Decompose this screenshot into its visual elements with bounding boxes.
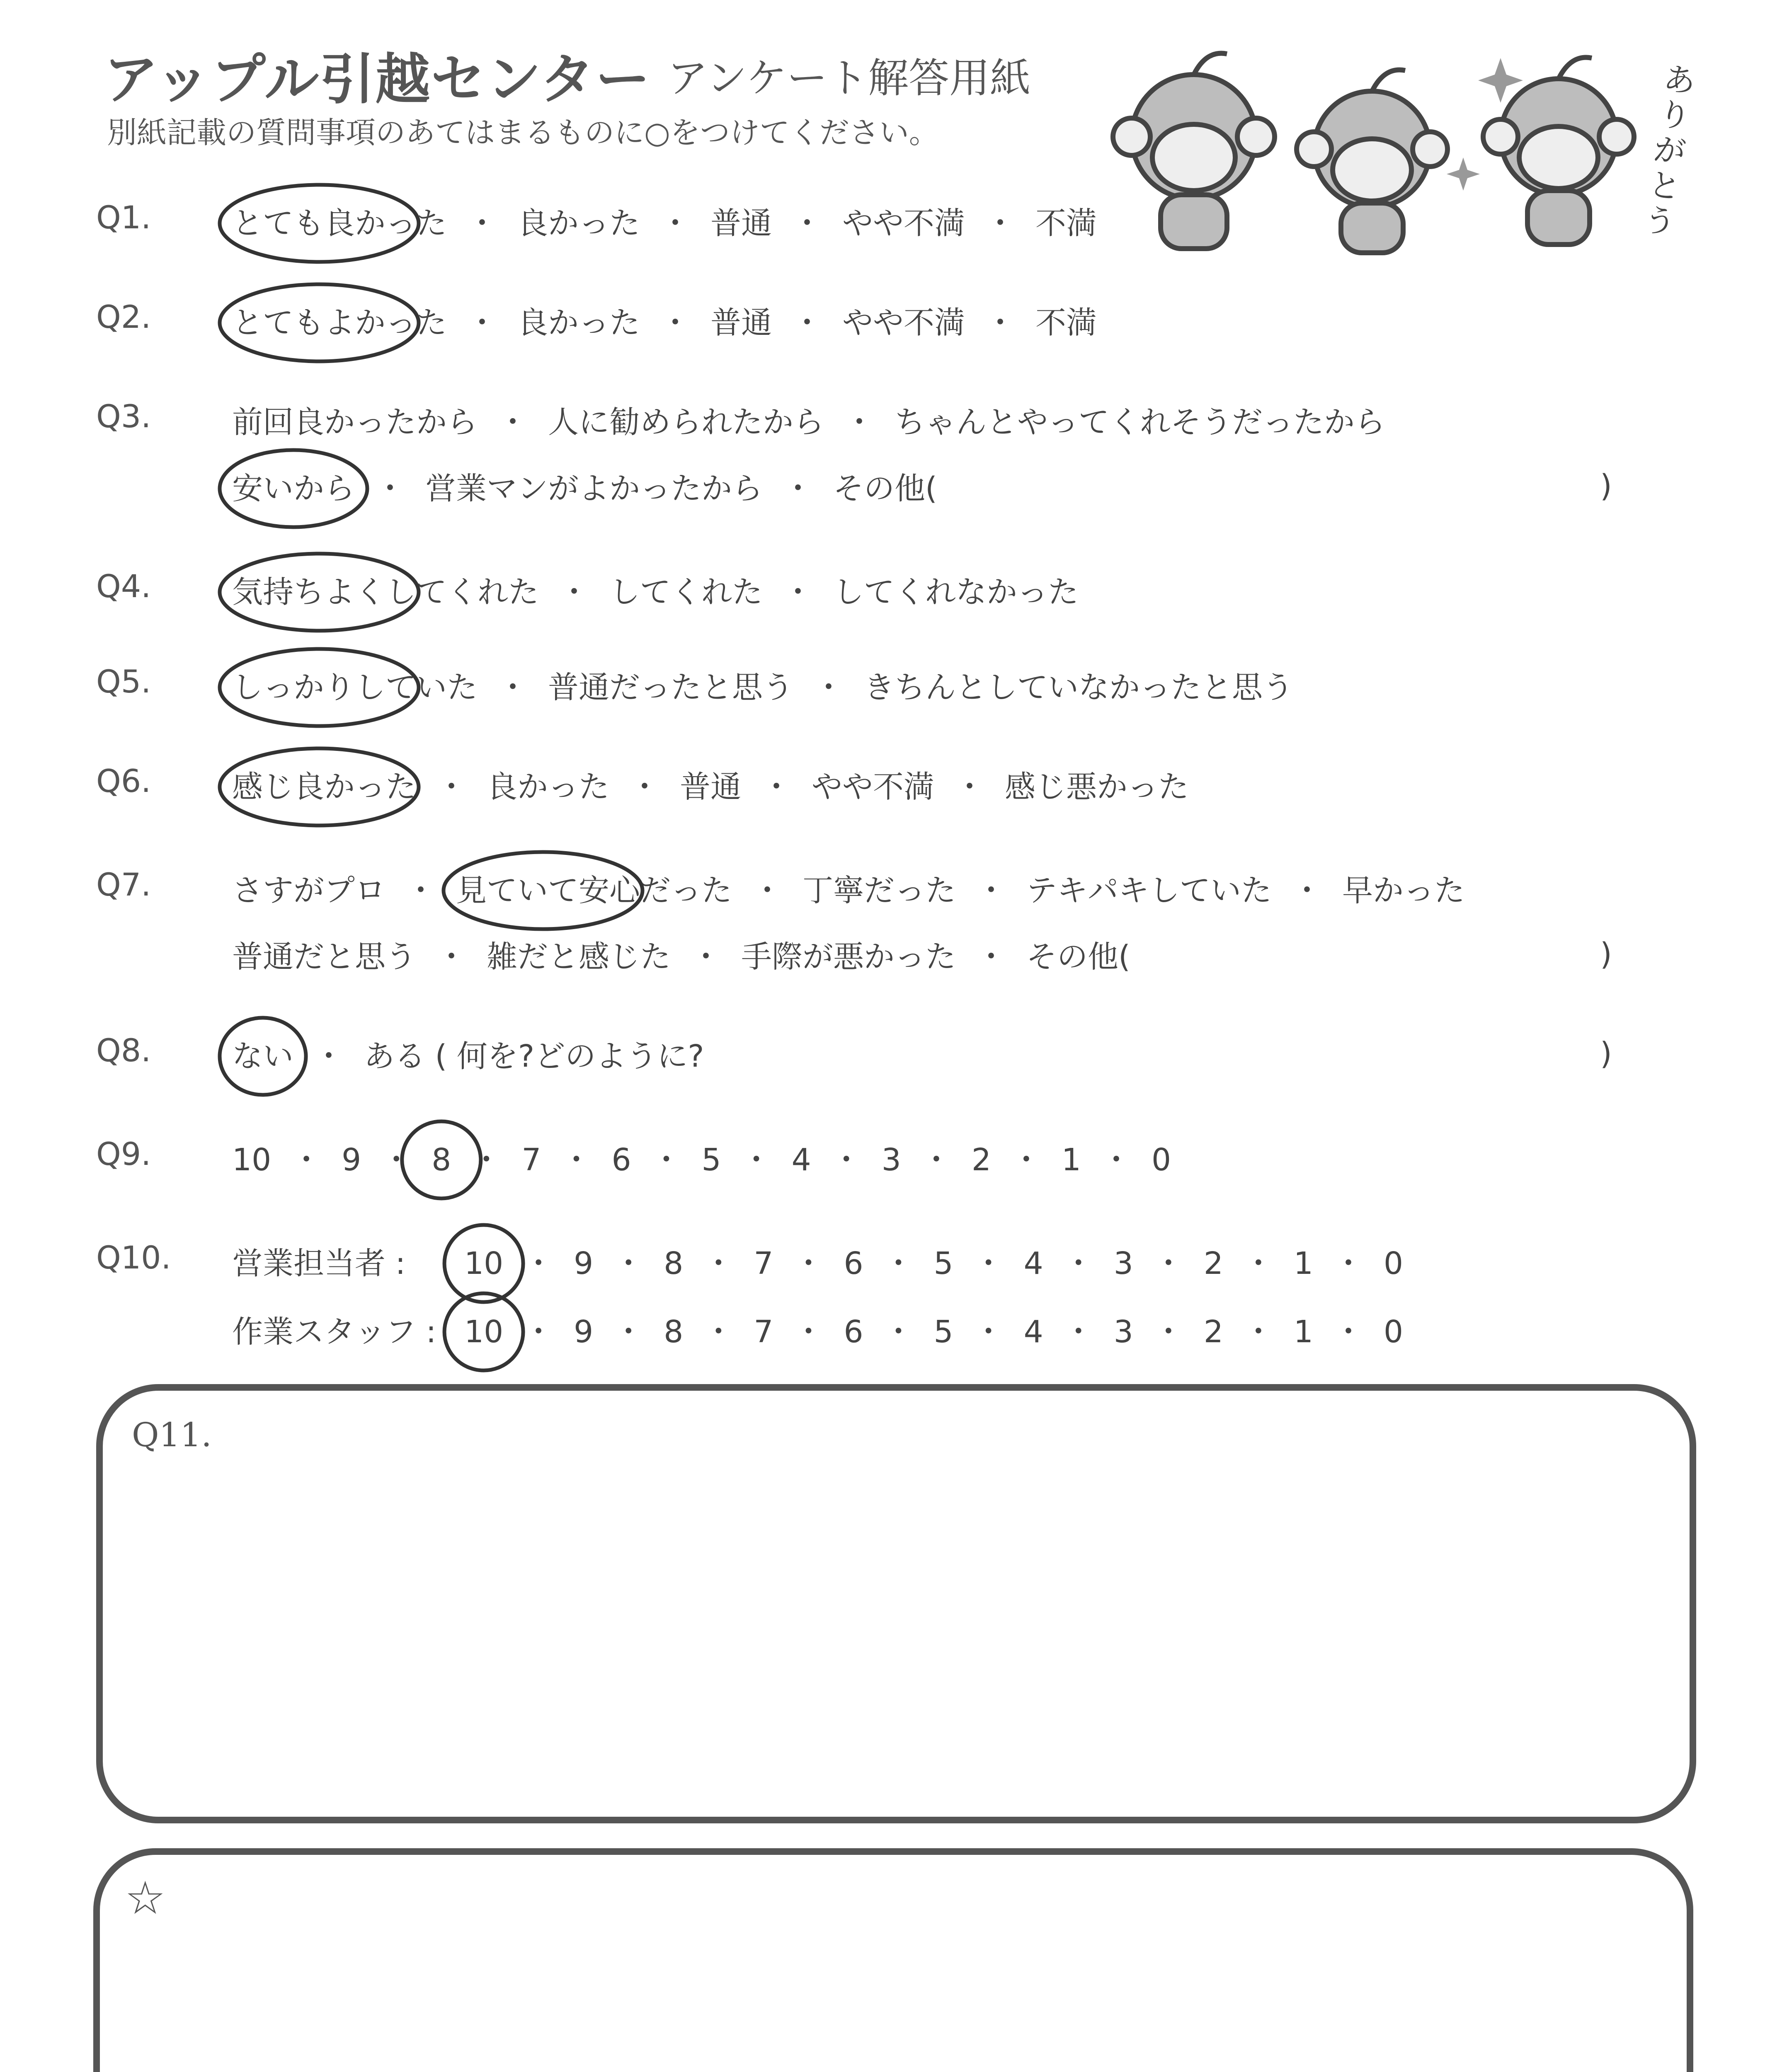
option-separator: ・ bbox=[883, 1246, 914, 1281]
rating-option[interactable]: 4 bbox=[1023, 1314, 1043, 1350]
answer-option[interactable]: やや不満 bbox=[812, 769, 934, 805]
answer-option[interactable]: 人に勧められたから bbox=[548, 404, 824, 440]
answer-option[interactable]: ちゃんとやってくれそうだったから bbox=[895, 404, 1385, 440]
answer-option[interactable]: 雑だと感じた bbox=[487, 939, 671, 975]
rating-option[interactable]: 7 bbox=[754, 1246, 773, 1281]
option-separator: ・ bbox=[883, 1314, 914, 1350]
selection-circle-mark bbox=[220, 284, 419, 361]
answer-option[interactable]: 営業マンがよかったから bbox=[425, 471, 763, 506]
option-separator: ・ bbox=[375, 471, 405, 506]
option-separator: ・ bbox=[313, 1038, 344, 1074]
rating-option[interactable]: 3 bbox=[1113, 1246, 1133, 1281]
option-separator: ・ bbox=[559, 574, 589, 610]
rating-option[interactable]: 4 bbox=[1023, 1246, 1043, 1281]
other-close-paren: ) bbox=[1600, 468, 1612, 504]
answer-option[interactable]: やや不満 bbox=[842, 305, 965, 341]
option-separator: ・ bbox=[985, 305, 1016, 341]
rating-option[interactable]: 0 bbox=[1384, 1246, 1404, 1281]
selection-circle-mark bbox=[220, 649, 419, 726]
question-label: Q10. bbox=[96, 1239, 171, 1276]
answer-option[interactable]: 普通 bbox=[680, 769, 741, 805]
question-label: Q2. bbox=[96, 298, 151, 335]
selection-circle-mark bbox=[444, 852, 642, 929]
option-separator: ・ bbox=[471, 1142, 502, 1178]
question-label: Q4. bbox=[96, 568, 151, 605]
answer-option[interactable]: 感じ良かった bbox=[232, 769, 416, 805]
answer-option[interactable]: 不満 bbox=[1035, 305, 1097, 341]
answer-option[interactable]: その他( bbox=[833, 471, 937, 506]
answer-option[interactable]: 6 bbox=[611, 1142, 631, 1178]
q11-label: Q11. bbox=[132, 1416, 212, 1454]
option-separator: ・ bbox=[793, 1314, 824, 1350]
answer-option[interactable]: 気持ちよくしてくれた bbox=[232, 574, 539, 610]
answer-option[interactable]: 普通 bbox=[710, 206, 772, 241]
option-separator: ・ bbox=[973, 1314, 1004, 1350]
answer-option[interactable]: 普通だと思う bbox=[232, 939, 416, 975]
selection-circle-mark bbox=[444, 1225, 523, 1302]
selection-circle-mark bbox=[220, 185, 419, 262]
answer-option[interactable]: 良かった bbox=[517, 305, 640, 341]
answer-option[interactable]: 前回良かったから bbox=[232, 404, 478, 440]
option-separator: ・ bbox=[976, 939, 1006, 975]
option-separator: ・ bbox=[467, 206, 497, 241]
selection-circle-mark bbox=[402, 1121, 481, 1198]
selection-circle-mark bbox=[444, 1293, 523, 1370]
selection-circle-mark bbox=[220, 748, 419, 825]
rating-option[interactable]: 6 bbox=[844, 1314, 863, 1350]
answer-option[interactable]: 感じ悪かった bbox=[1005, 769, 1189, 805]
question-label: Q5. bbox=[96, 663, 151, 700]
option-separator: ・ bbox=[1243, 1246, 1274, 1281]
answer-option[interactable]: 手際が悪かった bbox=[741, 939, 956, 975]
answer-option[interactable]: しっかりしていた bbox=[232, 670, 478, 705]
rating-option[interactable]: 3 bbox=[1113, 1314, 1133, 1350]
question-label: Q3. bbox=[96, 398, 151, 435]
answer-option[interactable]: テキパキしていた bbox=[1026, 873, 1272, 908]
answer-option[interactable]: 2 bbox=[971, 1142, 991, 1178]
answer-option[interactable]: 丁寧だった bbox=[803, 873, 956, 908]
answer-option[interactable]: 10 bbox=[232, 1142, 272, 1178]
option-separator: ・ bbox=[844, 404, 875, 440]
answer-option[interactable]: その他( bbox=[1026, 939, 1130, 975]
question-label: Q8. bbox=[96, 1032, 151, 1069]
option-separator: ・ bbox=[561, 1142, 592, 1178]
option-separator: ・ bbox=[783, 574, 813, 610]
answer-option[interactable]: してくれた bbox=[609, 574, 763, 610]
selection-circle-mark bbox=[220, 554, 419, 631]
option-separator: ・ bbox=[660, 206, 691, 241]
answer-option[interactable]: 安いから bbox=[232, 471, 355, 506]
option-separator: ・ bbox=[405, 873, 436, 908]
option-separator: ・ bbox=[613, 1314, 644, 1350]
rating-option[interactable]: 5 bbox=[933, 1314, 953, 1350]
option-separator: ・ bbox=[1333, 1314, 1364, 1350]
option-separator: ・ bbox=[792, 305, 822, 341]
answer-option[interactable]: ある ( 何を?どのように? bbox=[364, 1038, 704, 1074]
option-separator: ・ bbox=[381, 1142, 412, 1178]
option-separator: ・ bbox=[613, 1246, 644, 1281]
answer-option[interactable]: 不満 bbox=[1035, 206, 1097, 241]
thanks-text: ありがとう bbox=[1641, 59, 1698, 242]
answer-option[interactable]: 普通だったと思う bbox=[548, 670, 793, 705]
option-separator: ・ bbox=[1011, 1142, 1042, 1178]
question-label: Q9. bbox=[96, 1135, 151, 1172]
option-separator: ・ bbox=[1101, 1142, 1132, 1178]
answer-option[interactable]: 普通 bbox=[710, 305, 772, 341]
answer-option[interactable]: してくれなかった bbox=[833, 574, 1079, 610]
rating-option[interactable]: 5 bbox=[933, 1246, 953, 1281]
selection-circle-mark bbox=[220, 450, 367, 527]
rating-option[interactable]: 6 bbox=[844, 1246, 863, 1281]
option-separator: ・ bbox=[523, 1246, 554, 1281]
answer-option[interactable]: 早かった bbox=[1342, 873, 1465, 908]
rating-option[interactable]: 8 bbox=[664, 1314, 684, 1350]
option-separator: ・ bbox=[629, 769, 660, 805]
option-separator: ・ bbox=[691, 939, 721, 975]
option-separator: ・ bbox=[436, 939, 467, 975]
rating-option[interactable]: 9 bbox=[574, 1246, 594, 1281]
rating-row-label: 作業スタッフ : bbox=[232, 1314, 436, 1350]
answer-option[interactable]: 0 bbox=[1152, 1142, 1171, 1178]
option-separator: ・ bbox=[792, 206, 822, 241]
rating-option[interactable]: 10 bbox=[464, 1246, 504, 1281]
option-separator: ・ bbox=[954, 769, 985, 805]
option-separator: ・ bbox=[985, 206, 1016, 241]
answer-option[interactable]: 7 bbox=[521, 1142, 541, 1178]
rating-option[interactable]: 1 bbox=[1293, 1314, 1314, 1350]
answer-option[interactable]: 4 bbox=[791, 1142, 811, 1178]
option-separator: ・ bbox=[467, 305, 497, 341]
answer-option[interactable]: 見ていて安心だった bbox=[456, 873, 732, 908]
option-separator: ・ bbox=[1153, 1246, 1184, 1281]
option-separator: ・ bbox=[703, 1246, 734, 1281]
option-separator: ・ bbox=[523, 1314, 554, 1350]
other-close-paren: ) bbox=[1600, 1036, 1612, 1072]
question-label: Q7. bbox=[96, 866, 151, 903]
rating-option[interactable]: 7 bbox=[754, 1314, 773, 1350]
answer-option[interactable]: 9 bbox=[342, 1142, 361, 1178]
answer-option[interactable]: 良かった bbox=[487, 769, 609, 805]
answer-option[interactable]: きちんとしていなかったと思う bbox=[864, 670, 1293, 705]
option-separator: ・ bbox=[793, 1246, 824, 1281]
rating-option[interactable]: 0 bbox=[1384, 1314, 1404, 1350]
option-separator: ・ bbox=[783, 471, 813, 506]
option-separator: ・ bbox=[703, 1314, 734, 1350]
form-subtitle: アンケート解答用紙 bbox=[667, 55, 1031, 102]
question-label: Q1. bbox=[96, 199, 151, 236]
option-separator: ・ bbox=[1333, 1246, 1364, 1281]
instruction-text: 別紙記載の質問事項のあてはまるものに○をつけてください。 bbox=[107, 115, 939, 150]
answer-option[interactable]: 良かった bbox=[517, 206, 640, 241]
option-separator: ・ bbox=[436, 769, 467, 805]
question-label: Q6. bbox=[96, 762, 151, 799]
option-separator: ・ bbox=[497, 404, 528, 440]
option-separator: ・ bbox=[761, 769, 792, 805]
answer-option[interactable]: さすがプロ bbox=[232, 873, 385, 908]
option-separator: ・ bbox=[973, 1246, 1004, 1281]
option-separator: ・ bbox=[976, 873, 1006, 908]
option-separator: ・ bbox=[1153, 1314, 1184, 1350]
option-separator: ・ bbox=[752, 873, 783, 908]
rating-option[interactable]: 9 bbox=[574, 1314, 594, 1350]
option-separator: ・ bbox=[921, 1142, 952, 1178]
option-separator: ・ bbox=[651, 1142, 682, 1178]
option-separator: ・ bbox=[1243, 1314, 1274, 1350]
star-symbol: ☆ bbox=[125, 1871, 166, 1924]
answer-option[interactable]: やや不満 bbox=[842, 206, 965, 241]
option-separator: ・ bbox=[1292, 873, 1322, 908]
rating-option[interactable]: 2 bbox=[1203, 1314, 1223, 1350]
answer-option[interactable]: とても良かった bbox=[232, 206, 447, 241]
rating-option[interactable]: 1 bbox=[1293, 1246, 1314, 1281]
rating-option[interactable]: 10 bbox=[464, 1314, 504, 1350]
option-separator: ・ bbox=[813, 670, 844, 705]
answer-option[interactable]: ない bbox=[232, 1038, 293, 1074]
rating-row-label: 営業担当者 : bbox=[232, 1246, 406, 1281]
option-separator: ・ bbox=[497, 670, 528, 705]
option-separator: ・ bbox=[1063, 1314, 1094, 1350]
option-separator: ・ bbox=[831, 1142, 862, 1178]
answer-option[interactable]: 3 bbox=[881, 1142, 901, 1178]
answer-option[interactable]: 5 bbox=[701, 1142, 721, 1178]
other-close-paren: ) bbox=[1600, 937, 1612, 972]
rating-option[interactable]: 2 bbox=[1203, 1246, 1223, 1281]
rating-option[interactable]: 8 bbox=[664, 1246, 684, 1281]
answer-option[interactable]: 8 bbox=[432, 1142, 451, 1178]
option-separator: ・ bbox=[660, 305, 691, 341]
selection-circle-mark bbox=[220, 1018, 306, 1095]
option-separator: ・ bbox=[291, 1142, 322, 1178]
answer-option[interactable]: 1 bbox=[1061, 1142, 1081, 1178]
form-title: アップル引越センター bbox=[104, 48, 651, 111]
option-separator: ・ bbox=[1063, 1246, 1094, 1281]
option-separator: ・ bbox=[741, 1142, 772, 1178]
answer-option[interactable]: とてもよかった bbox=[232, 305, 447, 341]
